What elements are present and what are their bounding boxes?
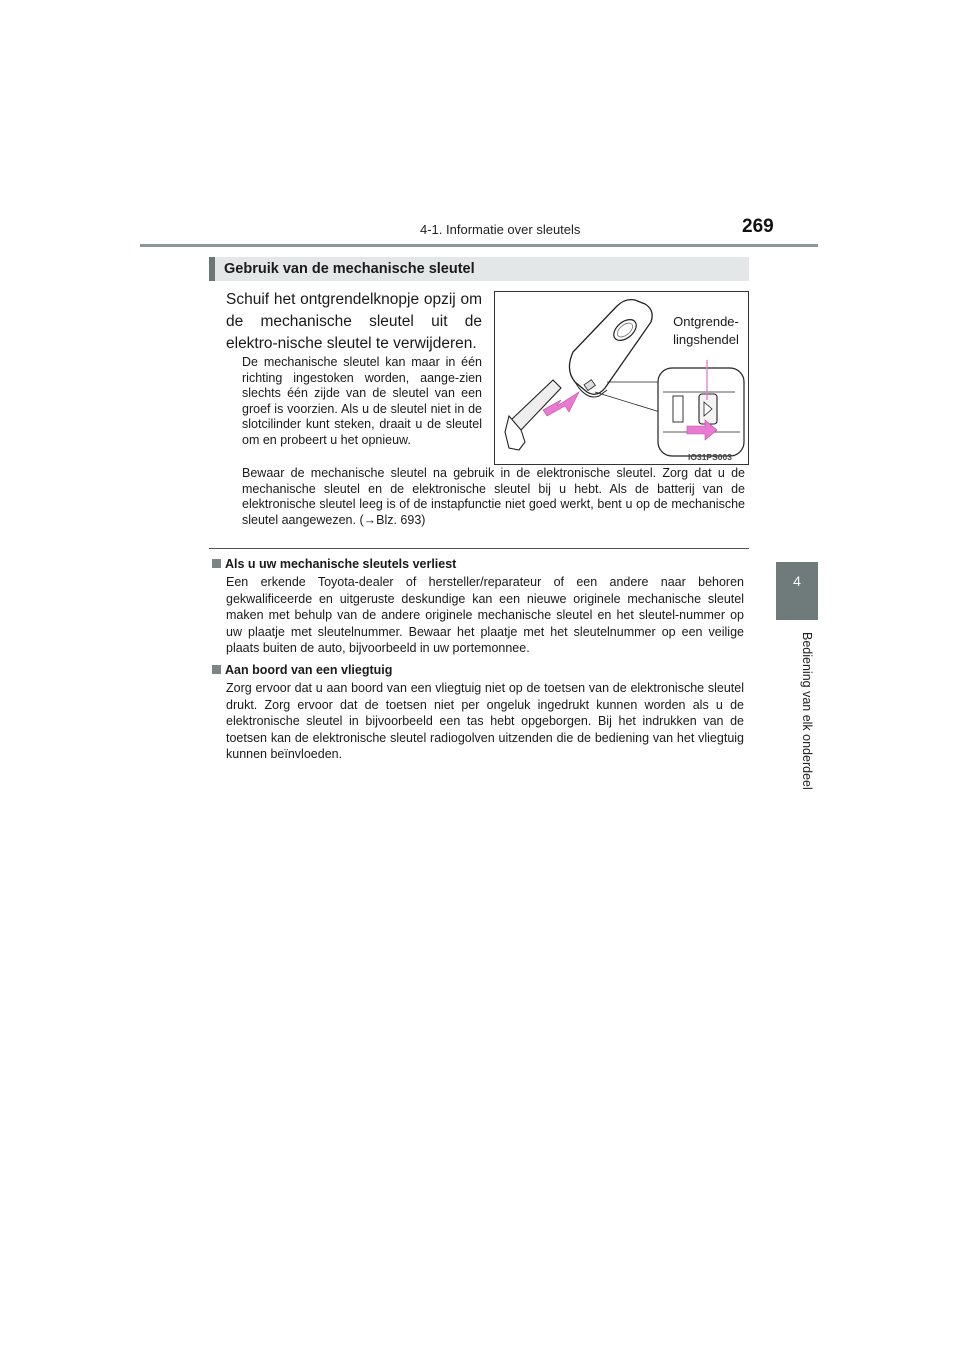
bullet-heading-text: Als u uw mechanische sleutels verliest xyxy=(225,557,457,571)
bullet-paragraph-2: Zorg ervoor dat u aan boord van een vliegtuig niet op de toetsen van de elektronische sleutel drukt. Zorg ervoor dat de toetsen niet per ongeluk ingedrukt kunnen worden als u de elektronische sleutel in bijvoorbeeld een tas hebt opgeborgen. Bij het indrukken van de toetsen kan de elektronische sleutel radiogolven uitzenden die de bediening van het vliegtuig kunnen beïnvloeden. xyxy=(226,681,744,761)
chapter-tab-number: 4 xyxy=(793,573,801,589)
bullet-heading-text: Aan boord van een vliegtuig xyxy=(225,663,393,677)
section-divider xyxy=(209,548,749,549)
bullet-paragraph-1: Een erkende Toyota-dealer of hersteller/reparateur of een andere naar behoren gekwalificeerde en uitgeruste deskundige kan een nieuwe originele mechanische sleutel maken met behulp van de andere originele mechanische sleutel en het sleutel-nummer op uw plaatje met sleutelnummer. Bewaar het plaatje met het sleutelnummer op een veilige plaats buiten de auto, bijvoorbeeld in uw portemonnee. xyxy=(226,575,744,655)
electronic-key-body xyxy=(569,300,652,395)
note-paragraph-2: Bewaar de mechanische sleutel na gebruik in de elektronische sleutel. Zorg dat u de mechanische sleutel en de elektronische sleutel bij u hebt. Als de batterij van de elektronische sleutel leeg is of de instapfunctie niet goed werkt, bent u op de mechanische sleutel aangewezen. (→Blz. 693) xyxy=(242,466,745,527)
bullet-square-icon xyxy=(212,559,221,568)
bullet-heading-2 xyxy=(212,663,392,677)
bullet-heading-1 xyxy=(212,557,456,571)
section-heading-accent xyxy=(209,257,215,281)
running-header-section: 4-1. Informatie over sleutels xyxy=(420,222,581,237)
lead-paragraph: Schuif het ontgrendelknopje opzij om de mechanische sleutel uit de elektro-nische sleutel te verwijderen. xyxy=(226,291,482,352)
figure-callout-label xyxy=(661,313,751,349)
bullet-square-icon xyxy=(212,665,221,674)
chapter-tab-label: Bediening van elk onderdeel xyxy=(800,632,814,790)
note-paragraph-1: De mechanische sleutel kan maar in één richting ingestoken worden, aange-zien slechts één zijde van de sleutel van een groef is voorzien. Als u de sleutel niet in de slotcilinder kunt steken, draait u de sleutel om en probeert u het opnieuw. xyxy=(242,355,482,447)
chapter-tab xyxy=(776,562,818,620)
callout-line-2: lingshendel xyxy=(673,332,739,347)
section-title: Gebruik van de mechanische sleutel xyxy=(224,261,475,277)
callout-line-1: Ontgrende- xyxy=(673,314,739,329)
figure-code: IO31PS003 xyxy=(688,452,732,462)
page-number: 269 xyxy=(742,216,774,237)
header-rule xyxy=(140,244,818,247)
